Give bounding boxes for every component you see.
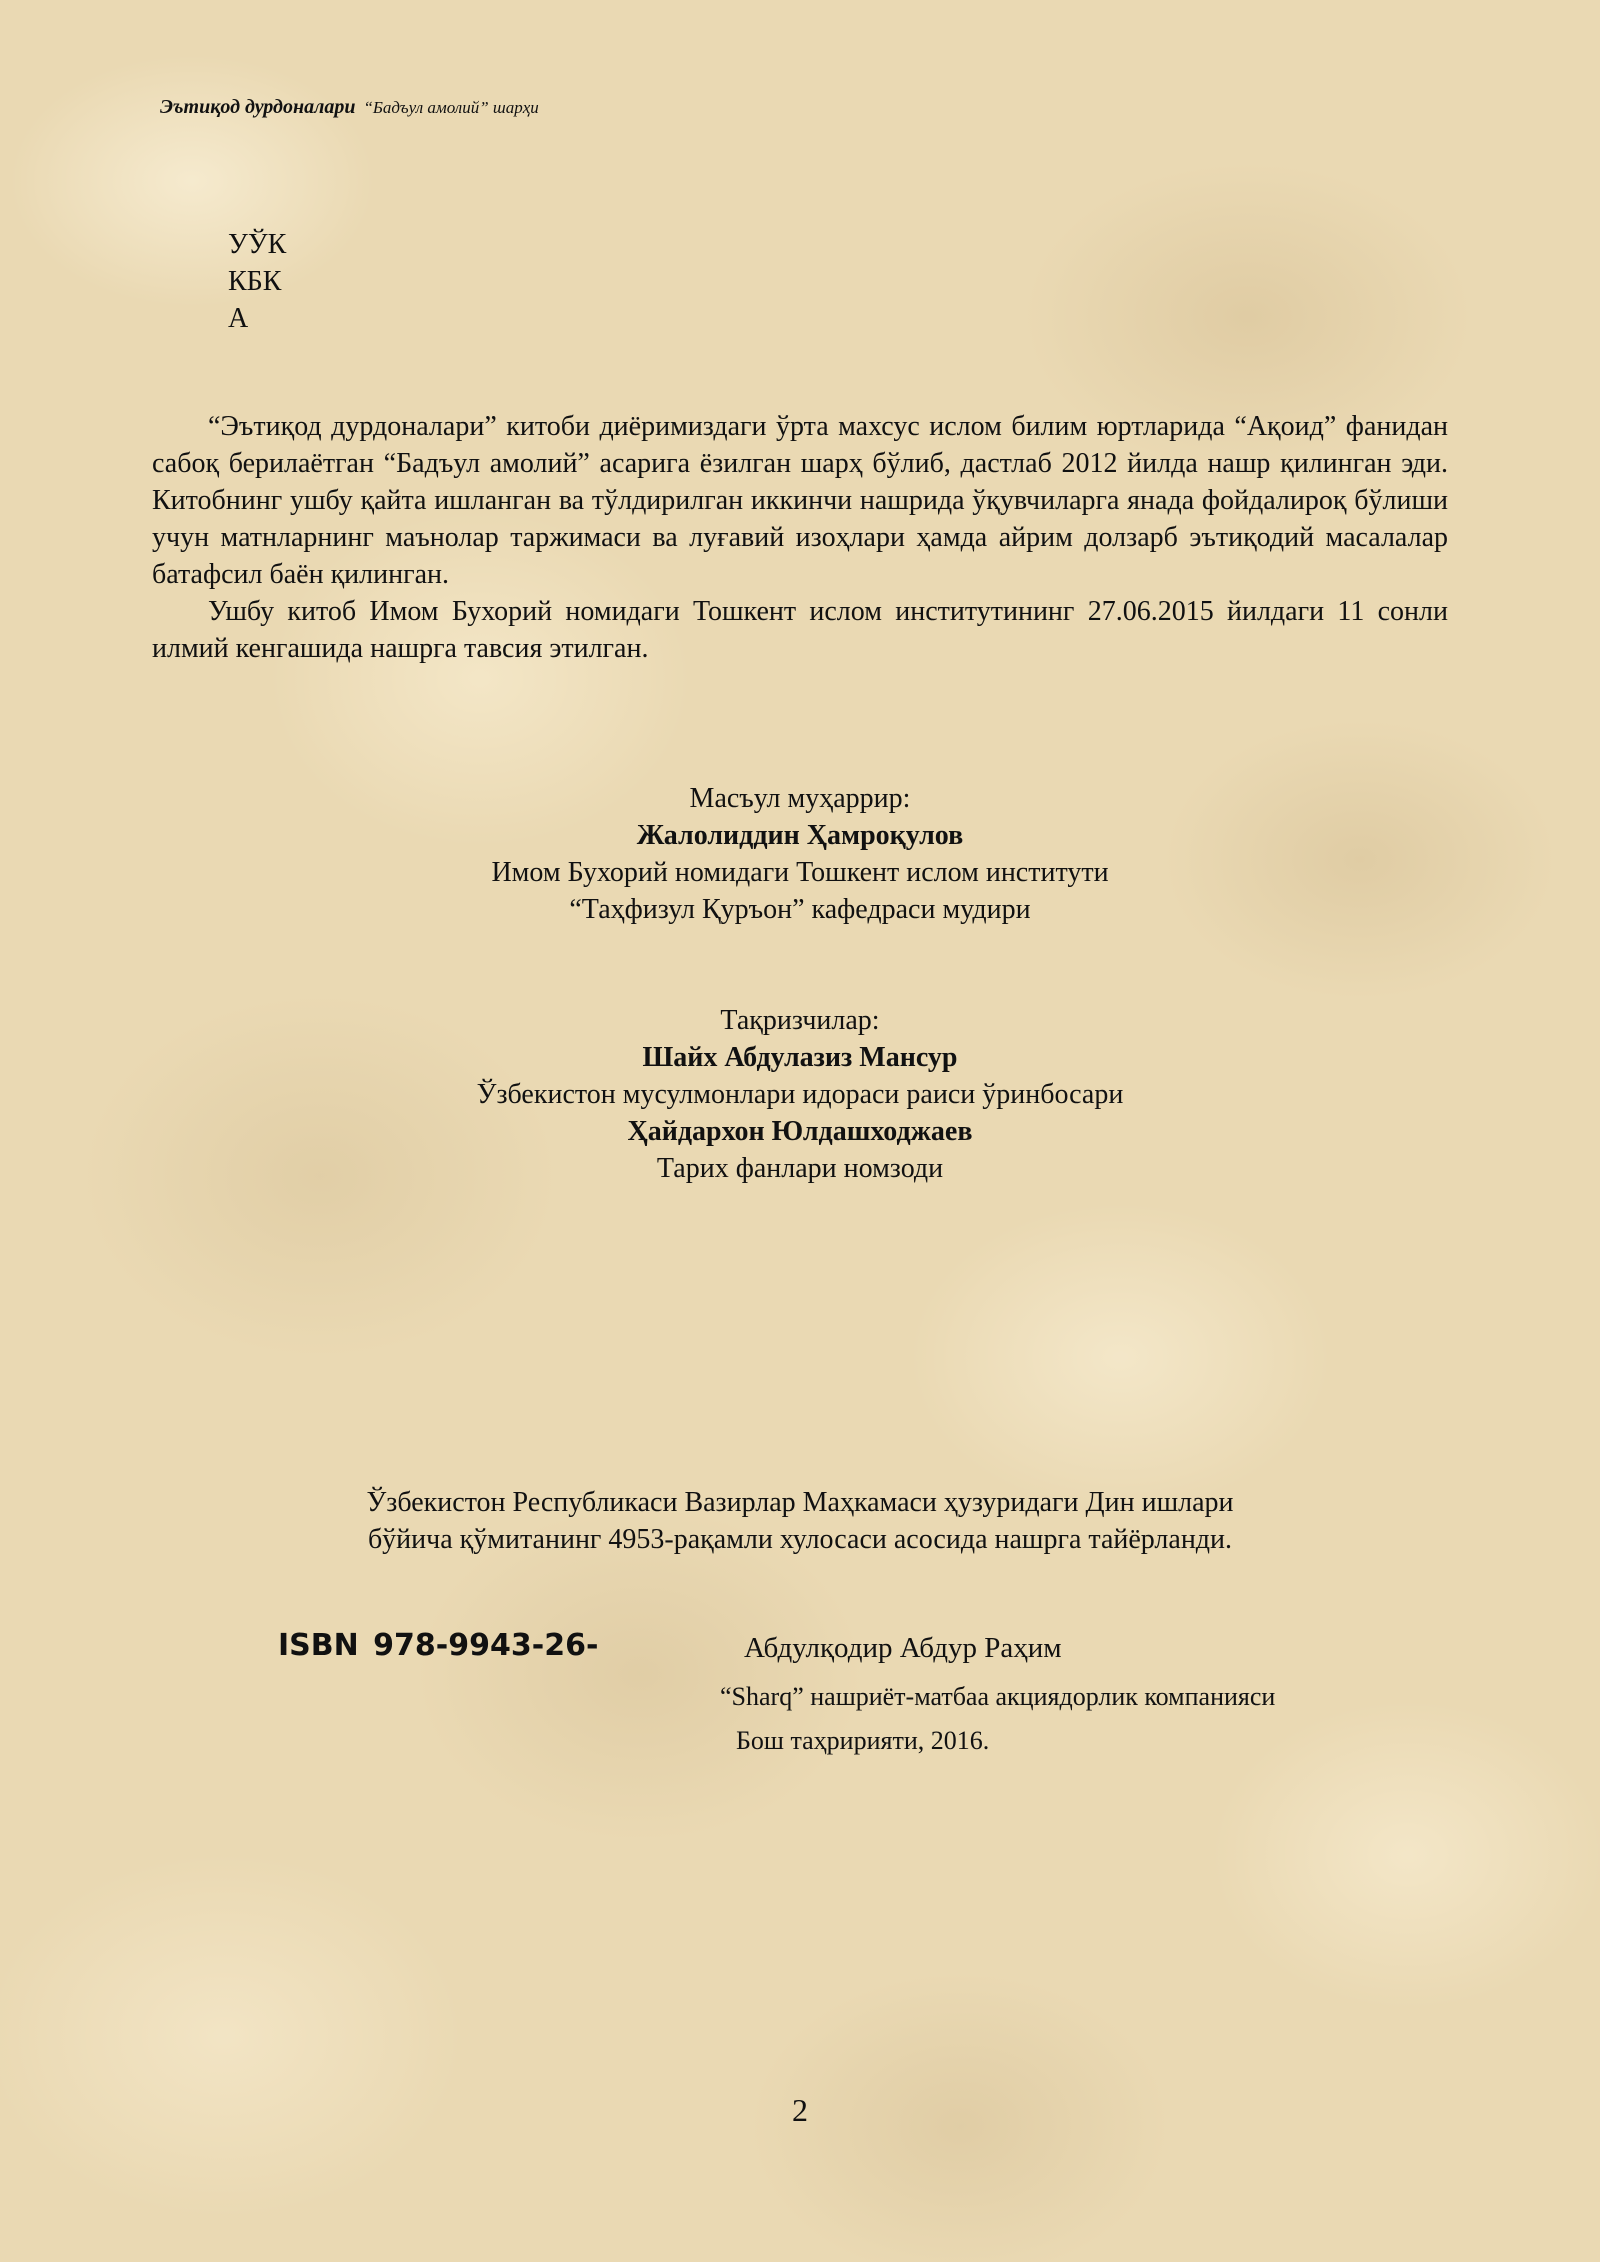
publisher-line: “Sharq” нашриёт-матбаа акциядорлик компанияси — [720, 1682, 1276, 1711]
editor-label: Масъул муҳаррир: — [689, 783, 911, 814]
editor-name: Жалолиддин Ҳамроқулов — [636, 820, 964, 851]
reviewer-name: Ҳайдархон Юлдашходжаев — [627, 1116, 973, 1147]
approval-note — [0, 1484, 1600, 1558]
annotation — [152, 408, 1448, 667]
header-subtitle: “Бадъул амолий” шарҳи — [363, 98, 539, 117]
reviewers-label: Тақризчилар: — [720, 1005, 880, 1036]
header-book-title: Эътиқод дурдоналари — [160, 96, 356, 118]
publisher-line: Бош таҳририяти, 2016. — [736, 1726, 990, 1755]
editor-block — [0, 780, 1600, 928]
annotation-paragraph: “Эътиқод дурдоналари” китоби диёримиздаги ўрта махсус ислом билим юртларида “Ақоид” фанидан сабоқ берилаётган “Бадъул амолий” асарига ёзилган шарҳ бўлиб, дастлаб 2012 йилда нашр қилинган эди. Китобнинг ушбу қайта ишланган ва тўлдирилган иккинчи нашрида ўқувчиларга янада фойдалироқ бўлиши учун матнларнинг маънолар таржимаси ва луғавий изоҳлари ҳамда айрим долзарб эътиқодий масалалар батафсил баён қилинган. — [152, 411, 1448, 590]
author-name: Абдулқодир Абдур Раҳим — [744, 1632, 1062, 1664]
author-sign: А — [228, 303, 249, 334]
lbc-code: КБК — [228, 266, 282, 297]
annotation-paragraph: Ушбу китоб Имом Бухорий номидаги Тошкент ислом институтининг 27.06.2015 йилдаги 11 сонли илмий кенгашида нашрга тавсия этилган. — [152, 596, 1448, 664]
isbn: ISBN 978-9943-26- — [278, 1628, 599, 1663]
udc-code: УЎК — [228, 229, 287, 260]
editor-position: Имом Бухорий номидаги Тошкент ислом институти — [491, 857, 1109, 888]
classification-codes — [228, 226, 286, 337]
reviewer-position: Тарих фанлари номзоди — [656, 1153, 944, 1184]
approval-line: Ўзбекистон Республикаси Вазирлар Маҳкамаси ҳузуридаги Дин ишлари — [366, 1487, 1234, 1518]
approval-line: бўйича қўмитанинг 4953-рақамли хулосаси асосида нашрга тайёрланди. — [367, 1524, 1233, 1555]
page-number: 2 — [792, 2092, 808, 2128]
reviewers-block — [0, 1002, 1600, 1187]
editor-position: “Таҳфизул Қуръон” кафедраси мудири — [569, 894, 1031, 925]
reviewer-name: Шайх Абдулазиз Мансур — [642, 1042, 958, 1073]
running-header — [160, 96, 539, 119]
reviewer-position: Ўзбекистон мусулмонлари идораси раиси ўринбосари — [476, 1079, 1124, 1110]
